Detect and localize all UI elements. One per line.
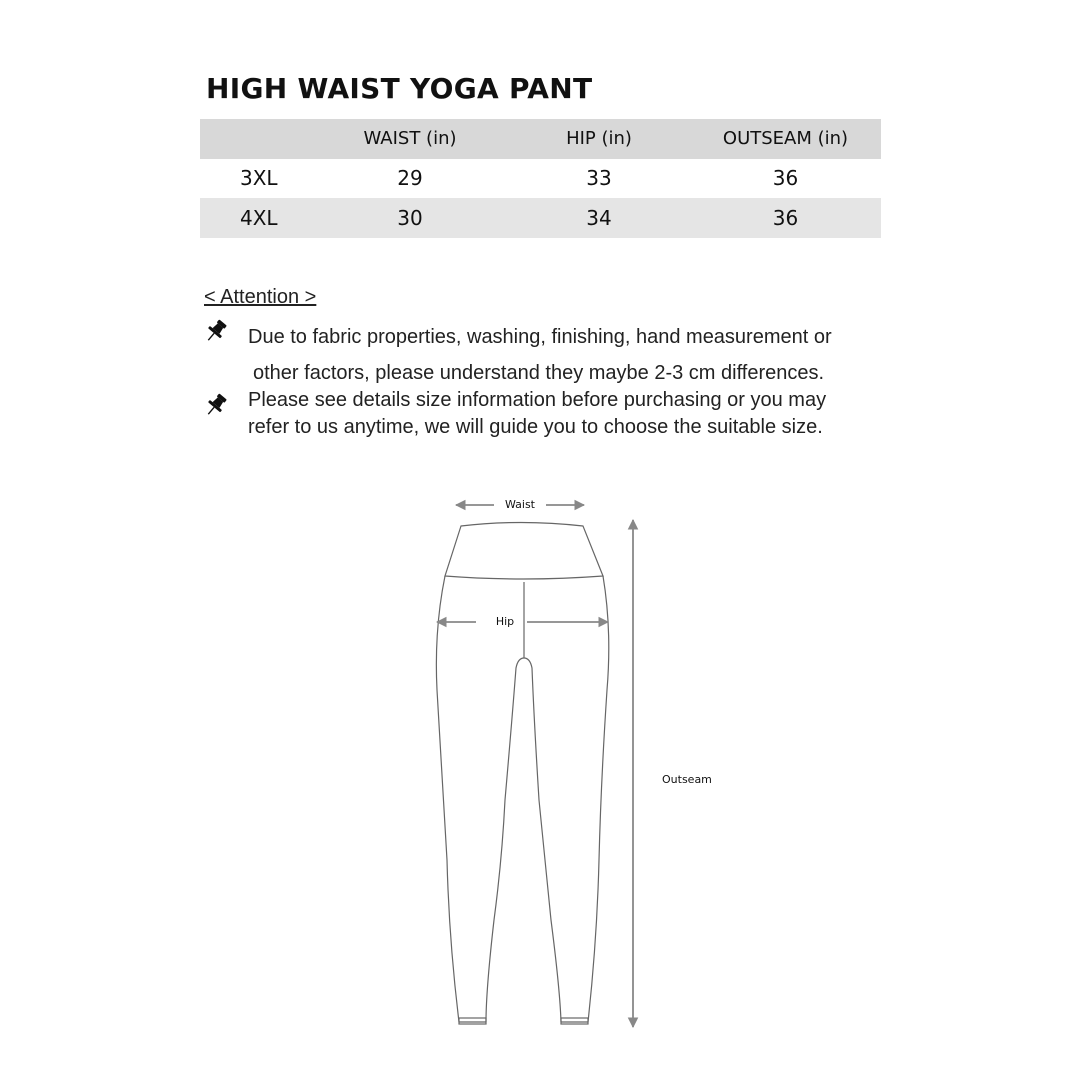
right-outer-seam — [588, 576, 609, 1022]
pants-outline — [436, 523, 608, 1025]
header-waist: WAIST (in) — [363, 128, 457, 150]
header-outseam: OUTSEAM (in) — [722, 128, 849, 150]
note2-line2: refer to us anytime, we will guide you to choose the suitable size. — [248, 416, 823, 438]
outseam-label: Outseam — [662, 773, 712, 786]
left-outer-seam — [436, 576, 459, 1022]
hip-cell: 33 — [586, 166, 612, 191]
right-hem — [561, 1018, 588, 1024]
waist-cell: 30 — [397, 205, 423, 230]
size-cell: 3XL — [240, 166, 278, 191]
waistband — [445, 523, 603, 580]
hip-measure — [437, 615, 608, 628]
note2-line1: Please see details size information before purchasing or you may — [248, 389, 827, 411]
outseam-cell: 36 — [772, 205, 799, 230]
waist-cell: 29 — [397, 166, 423, 191]
hip-cell: 34 — [586, 205, 612, 230]
page-title: HIGH WAIST YOGA PANT — [206, 72, 593, 105]
hip-label: Hip — [495, 615, 515, 628]
outseam-measure — [633, 520, 712, 1027]
note1-line2: other factors, please understand they maybe 2-3 cm differences. — [253, 362, 825, 384]
waist-label: Waist — [504, 498, 536, 511]
header-hip: HIP (in) — [566, 128, 632, 150]
attention-heading: < Attention > — [204, 286, 317, 308]
left-hem — [459, 1018, 486, 1024]
inner-seam — [486, 658, 561, 1022]
waist-measure — [456, 498, 584, 511]
note1-line1: Due to fabric properties, washing, finishing, hand measurement or — [248, 326, 832, 348]
outseam-cell: 36 — [772, 166, 799, 191]
size-cell: 4XL — [240, 205, 278, 230]
